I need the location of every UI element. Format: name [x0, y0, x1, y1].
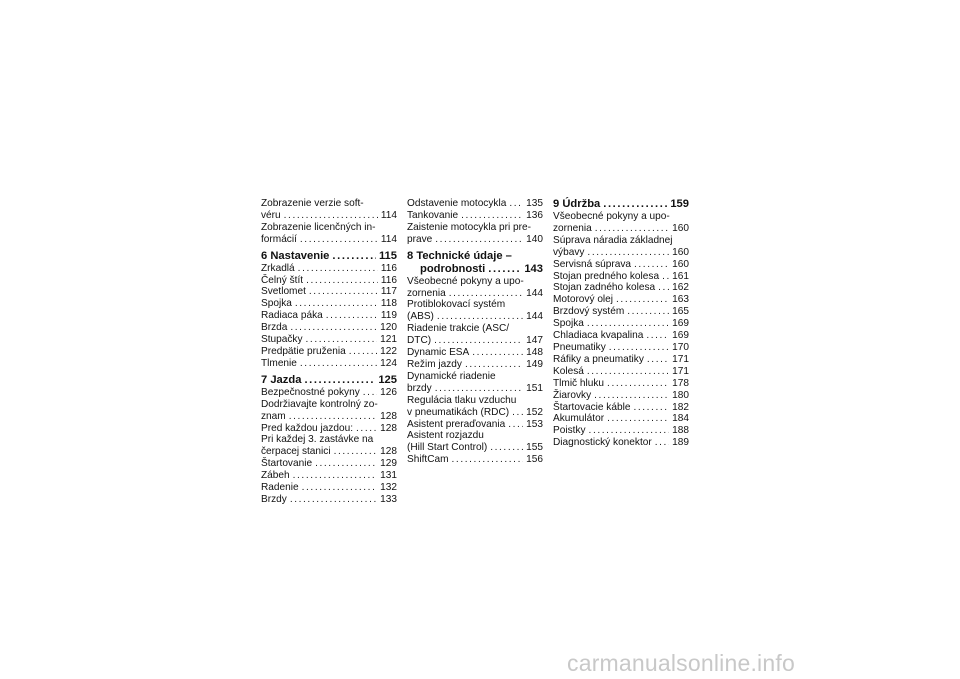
toc-entry-title: Radiaca páka — [261, 310, 323, 322]
toc-entry-title: prave — [407, 233, 433, 245]
leader-dots — [634, 259, 669, 271]
toc-entry[interactable] — [261, 494, 397, 506]
toc-entry-title: Motorový olej — [553, 294, 614, 306]
toc-page-number: 170 — [672, 341, 689, 353]
toc-entry-title: Spojka — [261, 298, 292, 310]
toc-entry[interactable] — [407, 347, 543, 359]
toc-page-number: 148 — [526, 347, 543, 359]
toc-page-number: 128 — [380, 422, 397, 434]
leader-dots — [589, 425, 670, 437]
leader-dots — [633, 402, 669, 414]
toc-entry-title: Asistent preraďovania — [407, 418, 506, 430]
toc-entry[interactable] — [261, 263, 397, 275]
leader-dots — [290, 322, 377, 334]
toc-entry-line1: Riadenie trakcie (ASC/ — [407, 323, 510, 335]
toc-page-number: 122 — [380, 345, 397, 357]
toc-entry[interactable] — [261, 222, 397, 246]
leader-dots — [647, 354, 669, 366]
toc-page-number: 182 — [672, 401, 689, 413]
toc-entry[interactable] — [553, 425, 689, 437]
toc-entry[interactable] — [407, 299, 543, 323]
toc-page-number: 118 — [380, 298, 397, 310]
toc-entry[interactable] — [261, 387, 397, 399]
toc-entry[interactable] — [407, 222, 543, 246]
toc-entry[interactable] — [553, 366, 689, 378]
leader-dots — [349, 346, 377, 358]
toc-entry[interactable] — [407, 210, 543, 222]
toc-entry[interactable] — [407, 323, 543, 347]
toc-entry-line1: Zaistenie motocykla pri pre- — [407, 221, 531, 233]
toc-page-number: 120 — [380, 322, 397, 334]
toc-entry[interactable] — [407, 359, 543, 371]
leader-dots — [332, 250, 376, 263]
toc-entry-title: Tankovanie — [407, 209, 459, 221]
toc-entry[interactable] — [553, 402, 689, 414]
toc-entry-line1: Asistent rozjazdu — [407, 430, 484, 442]
toc-entry-title: Režim jazdy — [407, 358, 462, 370]
toc-page-number: 147 — [526, 335, 543, 347]
leader-dots — [609, 342, 669, 354]
chapter-title: 9 Údržba — [553, 198, 601, 210]
toc-entry-title: Brzda — [261, 322, 288, 334]
leader-dots — [662, 271, 669, 283]
toc-page-number: 144 — [526, 311, 543, 323]
leader-dots — [472, 347, 523, 359]
toc-page-number: 124 — [380, 357, 397, 369]
toc-page-number: 132 — [380, 482, 397, 494]
toc-entry-title: DTC) — [407, 335, 432, 347]
toc-entry-title: Brzdy — [261, 493, 287, 505]
leader-dots — [655, 437, 669, 449]
toc-entry-title: Štartovacie káble — [553, 401, 631, 413]
toc-page-number: 160 — [672, 222, 689, 234]
toc-page-number: 155 — [526, 442, 543, 454]
leader-dots — [289, 411, 377, 423]
toc-chapter-6[interactable] — [261, 250, 397, 263]
toc-page-number: 135 — [526, 198, 543, 209]
toc-entry-line1: Pri každej 3. zastávke na — [261, 434, 374, 446]
toc-entry[interactable] — [553, 306, 689, 318]
leader-dots — [452, 454, 524, 466]
chapter-title-line1: 8 Technické údaje – — [407, 249, 512, 262]
leader-dots — [508, 419, 523, 431]
leader-dots — [293, 470, 378, 482]
leader-dots — [284, 210, 378, 222]
toc-entry[interactable] — [553, 271, 689, 283]
toc-entry-title: zornenia — [553, 222, 592, 234]
leader-dots — [435, 234, 523, 246]
chapter-page-number: 115 — [378, 249, 397, 262]
toc-entry[interactable] — [553, 294, 689, 306]
toc-entry-title: Bezpečnostné pokyny — [261, 386, 360, 398]
toc-entry-title: Pneumatiky — [553, 341, 606, 353]
toc-page-number: 144 — [526, 287, 543, 299]
toc-page-number: 163 — [672, 294, 689, 306]
toc-entry-title: v pneumatikách (RDC) — [407, 406, 510, 418]
toc-entry[interactable] — [261, 334, 397, 346]
leader-dots — [594, 390, 669, 402]
toc-page-number: 165 — [672, 306, 689, 318]
toc-entry-title: Žiarovky — [553, 389, 592, 401]
toc-entry[interactable] — [553, 235, 689, 259]
toc-entry-title: Zábeh — [261, 470, 290, 482]
toc-entry-line1: Všeobecné pokyny a upo- — [553, 211, 670, 222]
toc-entry-title: Kolesá — [553, 365, 584, 377]
watermark: carmanualsonline.info — [567, 650, 795, 676]
leader-dots — [315, 458, 377, 470]
toc-entry[interactable] — [261, 346, 397, 358]
leader-dots — [509, 198, 523, 210]
toc-entry-title: formácií — [261, 233, 297, 245]
toc-page-number: 116 — [380, 274, 397, 286]
toc-page-number: 153 — [526, 418, 543, 430]
leader-dots — [627, 306, 669, 318]
toc-entry-title: znam — [261, 410, 286, 422]
toc-entry[interactable] — [261, 470, 397, 482]
toc-chapter-9[interactable] — [553, 198, 689, 211]
toc-entry[interactable] — [261, 275, 397, 287]
leader-dots — [295, 298, 378, 310]
toc-page-number: 129 — [380, 458, 397, 470]
leader-dots — [490, 442, 523, 454]
toc-page-number: 152 — [526, 406, 543, 418]
toc-entry[interactable] — [407, 430, 543, 454]
toc-entry-line1: Regulácia tlaku vzduchu — [407, 394, 517, 406]
toc-entry-title: Diagnostický konektor — [553, 437, 652, 449]
toc-entry-line1: Všeobecné pokyny a upo- — [407, 275, 524, 287]
toc-entry[interactable] — [407, 454, 543, 466]
leader-dots — [646, 330, 669, 342]
toc-entry[interactable] — [553, 282, 689, 294]
toc-entry[interactable] — [553, 318, 689, 330]
leader-dots — [302, 482, 378, 494]
leader-dots — [306, 334, 378, 346]
toc-page-number: 156 — [526, 454, 543, 466]
leader-dots — [512, 407, 523, 419]
toc-entry-line1: Dodržiavajte kontrolný zo- — [261, 398, 378, 410]
toc-entry[interactable] — [407, 371, 543, 395]
toc-entry-title: (Hill Start Control) — [407, 442, 488, 454]
leader-dots — [461, 210, 523, 222]
toc-entry-line1: Zobrazenie licenčných in- — [261, 221, 376, 233]
toc-column-3 — [553, 198, 689, 449]
leader-dots — [363, 387, 377, 399]
toc-entry[interactable] — [553, 378, 689, 390]
leader-dots — [658, 282, 669, 294]
toc-entry-title: zornenia — [407, 287, 446, 299]
toc-entry-title: Odstavenie motocykla — [407, 198, 507, 209]
toc-entry[interactable] — [553, 259, 689, 271]
leader-dots — [300, 358, 377, 370]
leader-dots — [290, 494, 377, 506]
chapter-title-line2: podrobnosti — [420, 262, 486, 275]
toc-entry-title: véru — [261, 209, 281, 221]
chapter-page-number: 125 — [378, 373, 397, 386]
leader-dots — [587, 247, 669, 259]
toc-entry-title: ShiftCam — [407, 454, 449, 466]
toc-entry-title: Servisná súprava — [553, 258, 631, 270]
leader-dots — [334, 446, 378, 458]
toc-entry[interactable] — [261, 310, 397, 322]
toc-entry[interactable] — [553, 437, 689, 449]
toc-entry-title: Zrkadlá — [261, 262, 295, 274]
chapter-page-number: 143 — [524, 262, 543, 275]
leader-dots — [616, 294, 669, 306]
toc-entry[interactable] — [261, 458, 397, 470]
leader-dots — [488, 263, 521, 276]
toc-entry-title: Čelný štít — [261, 274, 304, 286]
toc-entry[interactable] — [407, 198, 543, 210]
toc-page-number: 171 — [672, 365, 689, 377]
leader-dots — [435, 383, 523, 395]
toc-page-number: 151 — [526, 382, 543, 394]
leader-dots — [607, 413, 669, 425]
leader-dots — [300, 234, 378, 246]
toc-entry[interactable] — [261, 399, 397, 423]
toc-entry[interactable] — [261, 286, 397, 298]
toc-entry[interactable] — [407, 395, 543, 419]
toc-page-number: 171 — [672, 353, 689, 365]
toc-entry[interactable] — [407, 419, 543, 431]
toc-page-number: 169 — [672, 330, 689, 342]
toc-page-number: 178 — [672, 377, 689, 389]
toc-page-number: 131 — [380, 470, 397, 482]
toc-page-number: 114 — [380, 209, 397, 221]
leader-dots — [465, 359, 523, 371]
toc-entry[interactable] — [553, 211, 689, 235]
toc-entry-title: Radenie — [261, 482, 299, 494]
toc-entry-title: Predpätie pruženia — [261, 345, 346, 357]
leader-dots — [298, 263, 378, 275]
toc-chapter-8[interactable] — [407, 250, 543, 276]
toc-entry-title: Dynamic ESA — [407, 347, 470, 359]
toc-entry[interactable] — [553, 413, 689, 425]
toc-entry[interactable] — [261, 482, 397, 494]
toc-entry-title: Tlmič hluku — [553, 377, 605, 389]
toc-entry[interactable] — [261, 322, 397, 334]
chapter-title: 6 Nastavenie — [261, 249, 330, 262]
toc-page-number: 162 — [672, 282, 689, 294]
toc-page-number: 184 — [672, 413, 689, 425]
toc-entry[interactable] — [261, 198, 397, 222]
toc-page-number: 149 — [526, 358, 543, 370]
leader-dots — [607, 378, 669, 390]
toc-page-number: 188 — [672, 425, 689, 437]
leader-dots — [326, 310, 378, 322]
leader-dots — [356, 423, 377, 435]
toc-entry[interactable] — [553, 330, 689, 342]
toc-entry-title: brzdy — [407, 382, 432, 394]
toc-entry[interactable] — [261, 423, 397, 435]
leader-dots — [587, 366, 669, 378]
leader-dots — [587, 318, 669, 330]
toc-entry-title: Pred každou jazdou: — [261, 422, 354, 434]
toc-page-number: 169 — [672, 318, 689, 330]
leader-dots — [437, 311, 523, 323]
toc-page-number: 117 — [380, 286, 397, 298]
toc-entry[interactable] — [553, 354, 689, 366]
toc-entry-title: Stojan predného kolesa — [553, 270, 660, 282]
toc-page-number: 160 — [672, 246, 689, 258]
toc-entry-line1: Dynamické riadenie — [407, 370, 496, 382]
toc-entry-title: výbavy — [553, 246, 585, 258]
toc-column-1 — [261, 198, 397, 506]
leader-dots — [306, 275, 378, 287]
toc-entry-title: Akumulátor — [553, 413, 605, 425]
toc-entry[interactable] — [261, 434, 397, 458]
toc-entry[interactable] — [407, 276, 543, 300]
toc-entry-title: Spojka — [553, 318, 584, 330]
toc-entry-title: Brzdový systém — [553, 306, 625, 318]
leader-dots — [595, 223, 669, 235]
toc-page-number: 140 — [526, 233, 543, 245]
toc-page-number: 128 — [380, 410, 397, 422]
toc-entry[interactable] — [261, 358, 397, 370]
toc-page-number: 160 — [672, 258, 689, 270]
toc-entry-title: (ABS) — [407, 311, 434, 323]
chapter-page-number: 159 — [670, 198, 689, 210]
toc-page-number: 136 — [526, 209, 543, 221]
toc-entry-line1: Protiblokovací systém — [407, 299, 506, 311]
toc-entry[interactable] — [261, 298, 397, 310]
toc-column-2 — [407, 198, 543, 466]
toc-entry-line1: Súprava náradia základnej — [553, 234, 673, 246]
toc-entry-title: Ráfiky a pneumatiky — [553, 353, 644, 365]
toc-page-number: 128 — [380, 446, 397, 458]
toc-entry-title: Svetlomet — [261, 286, 306, 298]
toc-entry[interactable] — [553, 342, 689, 354]
toc-page-number: 116 — [380, 262, 397, 274]
toc-entry[interactable] — [553, 390, 689, 402]
toc-page-number: 133 — [380, 493, 397, 505]
toc-page-number: 126 — [380, 386, 397, 398]
chapter-title: 7 Jazda — [261, 373, 302, 386]
toc-page-number: 189 — [672, 437, 689, 449]
toc-page-number: 121 — [380, 334, 397, 346]
toc-entry-title: Stupačky — [261, 334, 303, 346]
toc-entry-title: Poistky — [553, 425, 586, 437]
leader-dots — [449, 288, 523, 300]
leader-dots — [603, 198, 667, 211]
toc-page-number: 114 — [380, 233, 397, 245]
leader-dots — [309, 286, 378, 298]
leader-dots — [304, 374, 375, 387]
toc-page-number: 119 — [380, 310, 397, 322]
toc-page-number: 180 — [672, 389, 689, 401]
leader-dots — [434, 335, 523, 347]
toc-entry-title: Stojan zadného kolesa — [553, 282, 656, 294]
toc-entry-title: čerpacej stanici — [261, 446, 331, 458]
toc-entry-title: Chladiaca kvapalina — [553, 330, 644, 342]
toc-page-number: 161 — [672, 270, 689, 282]
toc-entry-line1: Zobrazenie verzie soft- — [261, 198, 364, 209]
toc-chapter-7[interactable] — [261, 374, 397, 387]
toc-entry-title: Tlmenie — [261, 357, 297, 369]
toc-entry-title: Štartovanie — [261, 458, 313, 470]
